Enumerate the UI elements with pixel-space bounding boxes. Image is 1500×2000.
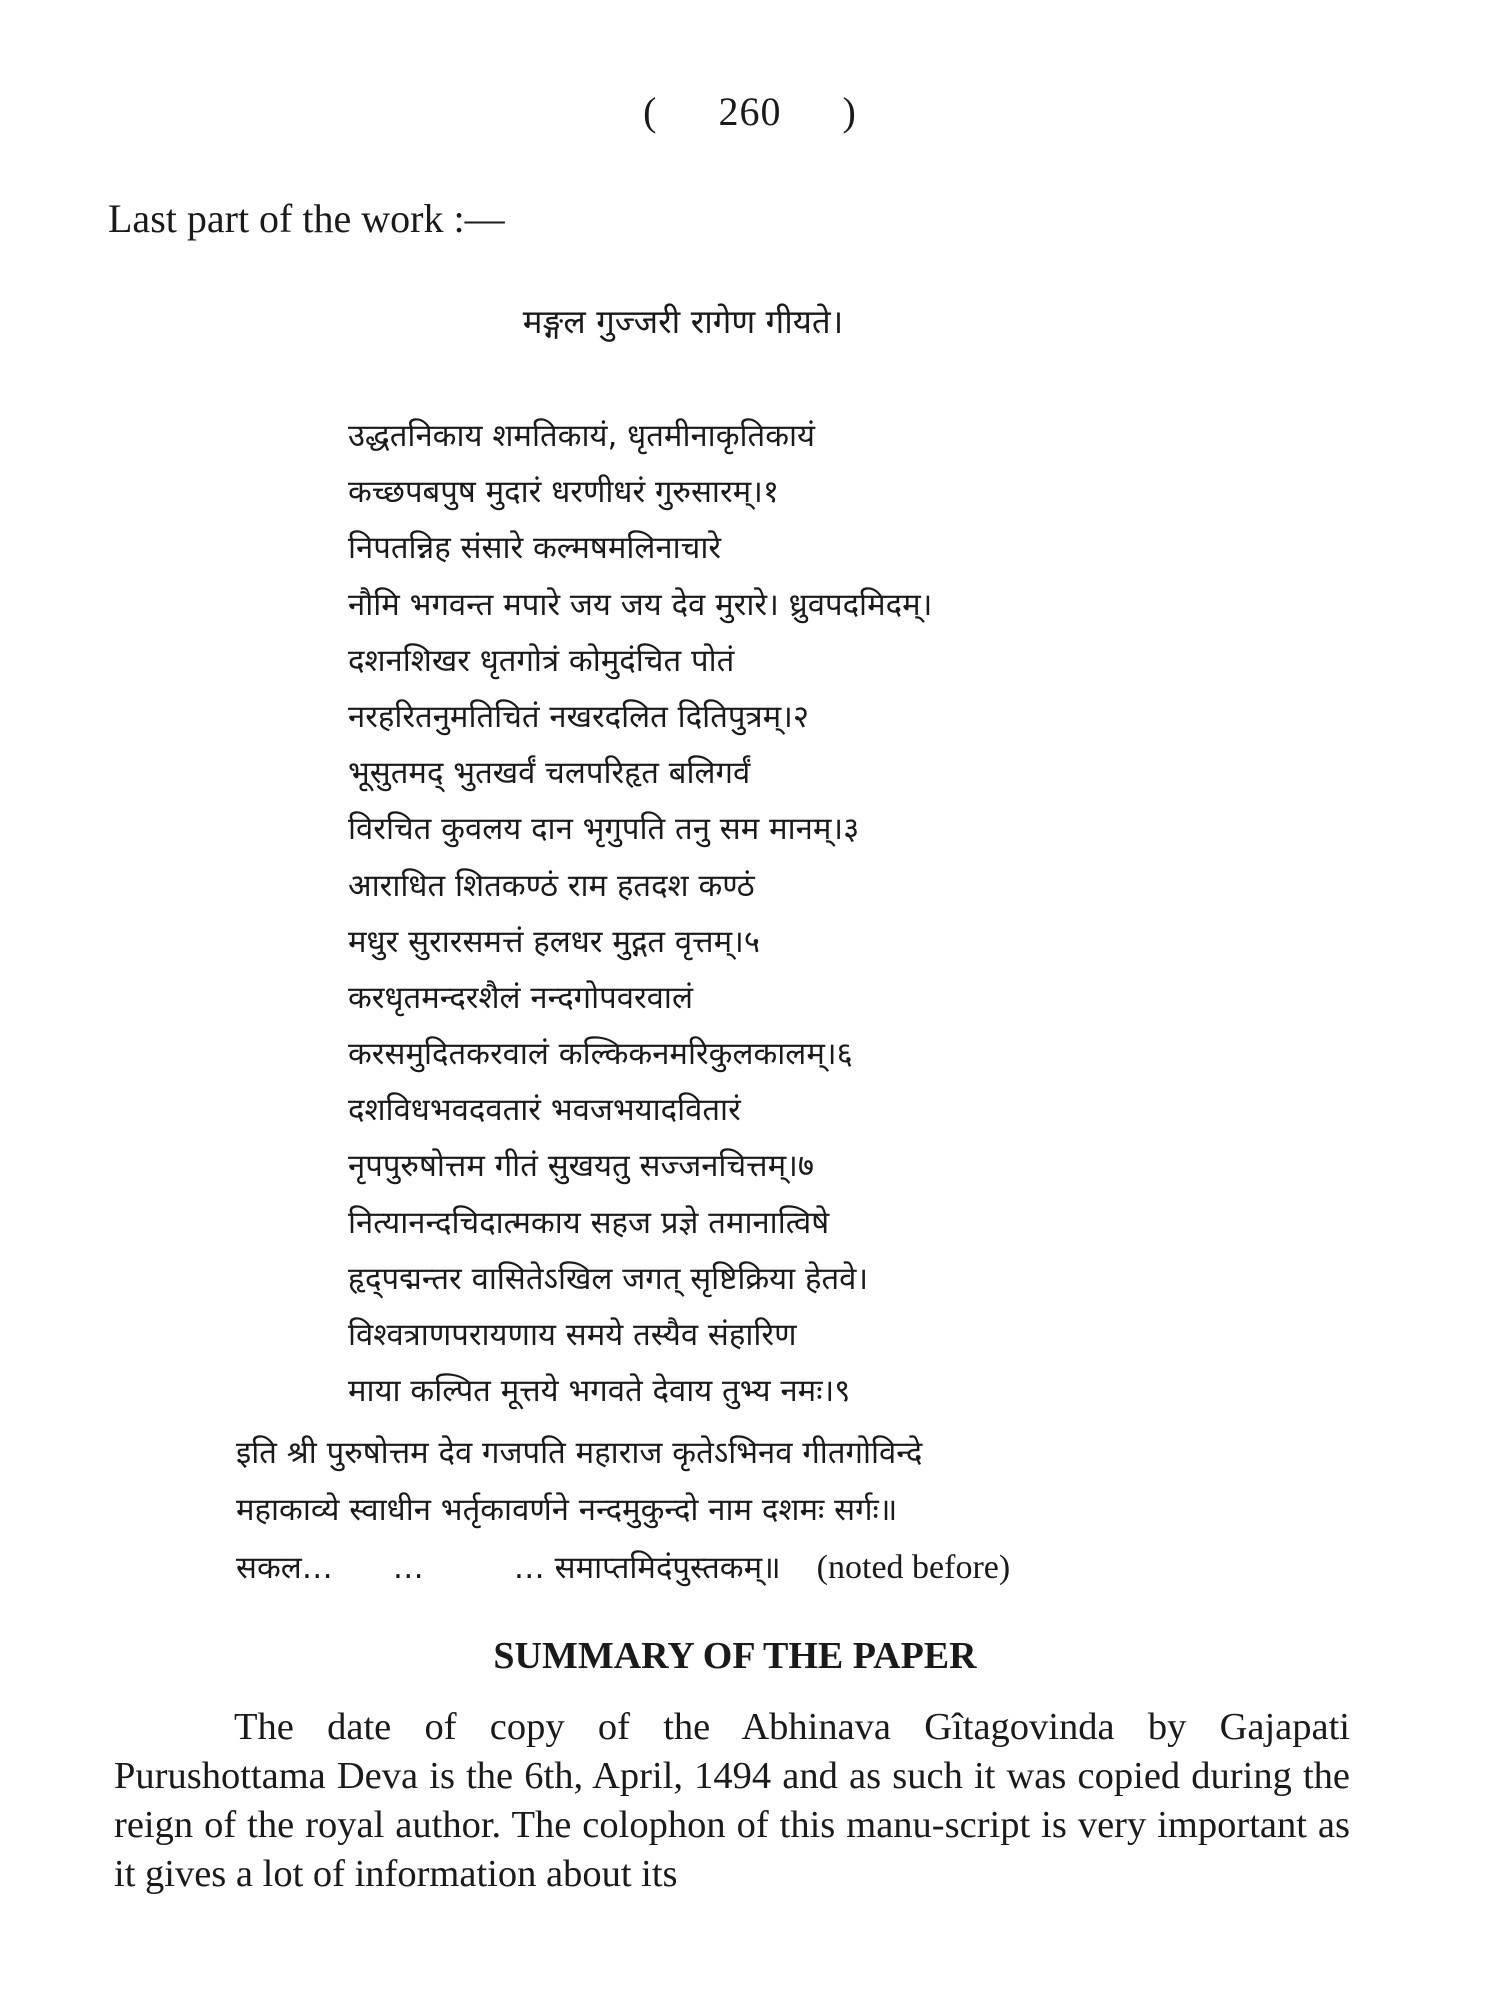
verse-line: मधुर सुरारसमत्तं हलधर मुद्गत वृत्तम्।५: [348, 923, 760, 960]
colophon-line-3-dots: …: [392, 1550, 424, 1586]
colophon-line-3-end: … समाप्तमिदंपुस्तकम्॥: [513, 1550, 781, 1586]
colophon-line-2: महाकाव्ये स्वाधीन भर्तृकावर्णने नन्दमुकुन्दो नाम दशमः सर्गः॥: [236, 1492, 898, 1528]
page-number-value: 260: [718, 89, 782, 134]
page-number-close-paren: ): [842, 89, 857, 134]
intro-line: Last part of the work :—: [108, 196, 505, 241]
verse-line: निपतन्निह संसारे कल्मषमलिनाचारे: [348, 530, 722, 567]
verse-line: करधृतमन्दरशैलं नन्दगोपवरवालं: [348, 979, 693, 1016]
verse-line: हृद्पद्मन्तर वासितेऽखिल जगत् सृष्टिक्रिया हेतवे।: [348, 1260, 869, 1297]
verse-line: भूसुतमद् भुतखर्वं चलपरिहृत बलिगर्वं: [348, 755, 751, 792]
colophon-note: (noted before): [816, 1549, 1011, 1586]
verse-line: नौमि भगवन्त मपारे जय जय देव मुरारे। ध्रुवपदमिदम्।: [348, 586, 933, 623]
summary-paragraph: The date of copy of the Abhinava Gîtagovinda by Gajapati Purushottama Deva is the 6th, April, 1494 and as such it was copied during the reign of the royal author. The colophon of this manu-script is very important as it gives a lot of information about its: [114, 1706, 1350, 1895]
page-number: [0, 88, 1500, 135]
colophon-line-3: [236, 1539, 1010, 1596]
verse-line: दशविधभवदवतारं भवजभयादवितारं: [348, 1092, 741, 1129]
page-number-open-paren: (: [643, 89, 658, 134]
verse-line: उद्धतनिकाय शमतिकायं, धृतमीनाकृतिकायं: [348, 418, 816, 454]
verse-line: दशनशिखर धृतगोत्रं कोमुदंचित पोतं: [348, 642, 735, 679]
verse-line: विश्वत्राणपरायणाय समये तस्यैव संहारिण: [348, 1317, 797, 1353]
verse-line: नृपपुरुषोत्तम गीतं सुखयतु सज्जनचित्तम्।७: [348, 1148, 814, 1185]
verse-block: [348, 408, 932, 1419]
verse-line: करसमुदितकरवालं कल्किकनमरिकुलकालम्।६: [348, 1036, 853, 1073]
summary-heading: SUMMARY OF THE PAPER: [493, 1635, 977, 1677]
verse-line: आराधित शितकण्ठं राम हतदश कण्ठं: [348, 867, 755, 904]
raga-line: मङ्गल गुज्जरी रागेण गीयते।: [522, 302, 844, 341]
verse-line: नित्यानन्दचिदात्मकाय सहज प्रज्ञे तमानात्विषे: [348, 1204, 830, 1241]
verse-line: नरहरितनुमतिचितं नखरदलित दितिपुत्रम्।२: [348, 698, 809, 735]
colophon-block: [236, 1425, 1010, 1596]
colophon-line-3-start: सकल…: [236, 1550, 333, 1586]
verse-line: माया कल्पित मूत्तये भगवते देवाय तुभ्य नमः।९: [348, 1373, 851, 1410]
verse-line: विरचित कुवलय दान भृगुपति तनु सम मानम्।३: [348, 811, 860, 848]
colophon-line-1: इति श्री पुरुषोत्तम देव गजपति महाराज कृतेऽभिनव गीतगोविन्दे: [236, 1435, 923, 1471]
verse-line: कच्छपबपुष मुदारं धरणीधरं गुरुसारम्।१: [348, 474, 780, 511]
